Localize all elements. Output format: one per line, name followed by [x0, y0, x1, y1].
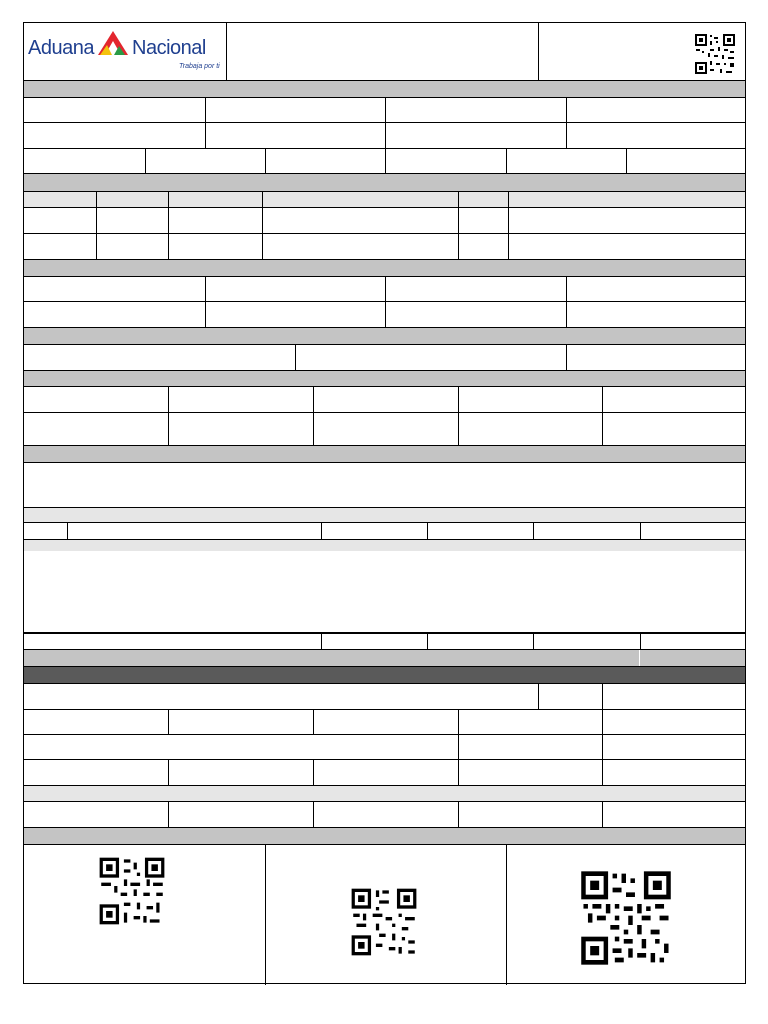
logo-mark-icon: [96, 29, 130, 57]
qr-code-icon: [579, 869, 673, 967]
section-band: [24, 259, 745, 276]
section-band: [24, 827, 745, 844]
section-band: [24, 80, 745, 97]
logo-tagline: Trabaja por ti: [179, 63, 220, 70]
section-band-dark: [24, 666, 745, 683]
logo: [24, 23, 226, 80]
section-band: [24, 649, 639, 666]
section-band: [24, 445, 745, 462]
section-band-light: [24, 539, 745, 551]
qr-code-icon: [350, 887, 418, 957]
section-band-light: [24, 785, 745, 801]
qr-code-icon: [98, 856, 166, 926]
section-band: [24, 327, 745, 344]
logo-brand-left: Aduana: [28, 37, 94, 59]
customs-form: [23, 22, 746, 984]
section-band: [24, 370, 745, 386]
qr-code-icon: [694, 33, 736, 75]
section-band: [640, 649, 745, 666]
section-band: [24, 173, 745, 191]
section-band-light: [24, 192, 745, 207]
section-band-light: [24, 507, 745, 522]
logo-brand-right: Nacional: [132, 37, 206, 59]
